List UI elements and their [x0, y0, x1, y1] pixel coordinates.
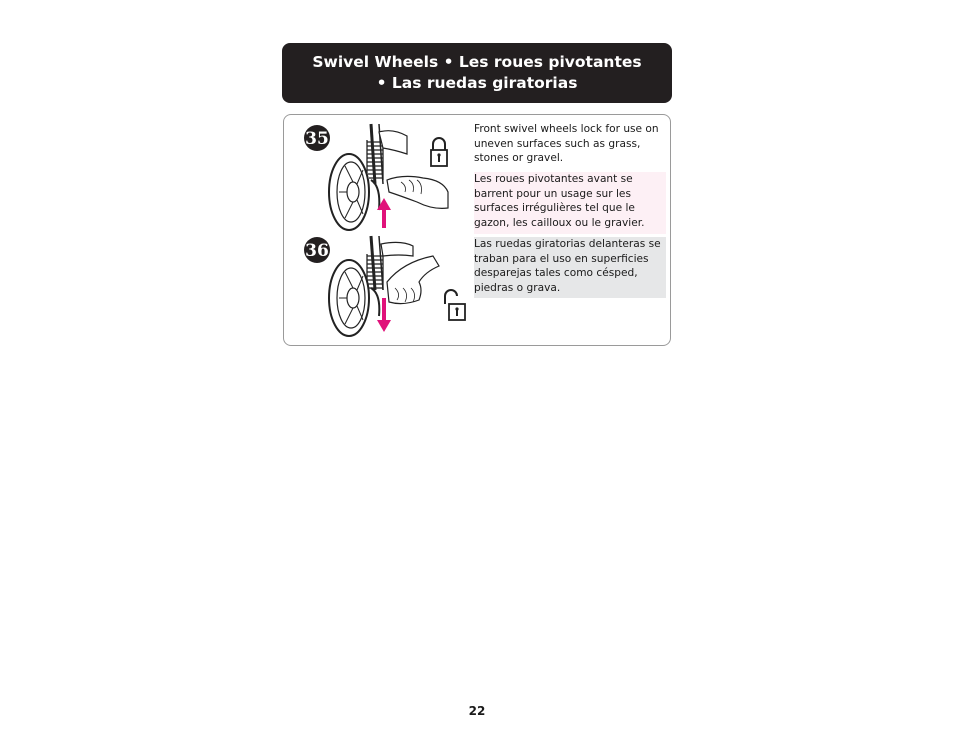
swivel-wheel-illustration [283, 114, 473, 346]
step-35-figure [304, 124, 448, 230]
header-title-line2: • Las ruedas giratorias [376, 74, 578, 92]
lock-closed-icon [431, 138, 447, 166]
lock-open-icon [445, 290, 465, 320]
section-header [282, 43, 672, 103]
instruction-text-en: Front swivel wheels lock for use on uneven surfaces such as grass, stones or gravel. [474, 123, 659, 165]
step-36-number: 36 [305, 241, 329, 261]
step-35-number: 35 [305, 129, 329, 149]
step-36-badge [304, 237, 330, 263]
instruction-text-fr: Les roues pivotantes avant se barrent pour un usage sur les surfaces irrégulières tel que le gazon, les cailloux ou le gravier. [474, 172, 666, 234]
instruction-text-es: Las ruedas giratorias delanteras se traban para el uso en superficies desparejas tales como césped, piedras o grava. [474, 237, 666, 298]
step-35-badge [304, 125, 330, 151]
page-number: 22 [468, 704, 486, 718]
step-36-figure [304, 236, 465, 336]
header-title-line1: Swivel Wheels • Les roues pivotantes [312, 53, 642, 71]
